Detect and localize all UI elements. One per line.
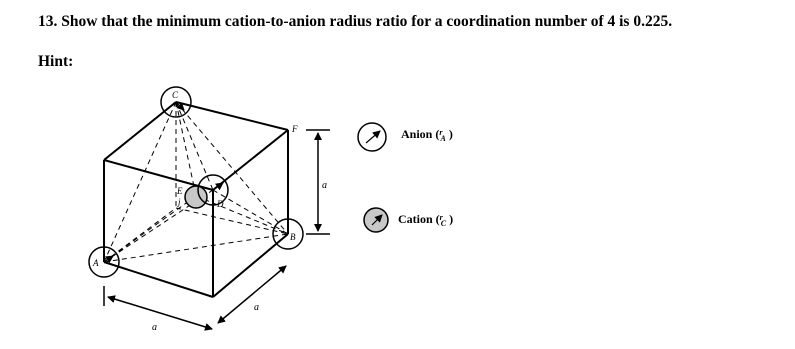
vertex-label-a: A	[93, 258, 99, 268]
vertex-label-f: F	[292, 124, 298, 134]
legend-cation-icon	[364, 208, 388, 232]
dashed-construction-lines	[104, 102, 288, 262]
question-text: 13. Show that the minimum cation-to-anion radius ratio for a coordination number of 4 is 0.225.	[38, 13, 673, 30]
dimension-bottom-right	[218, 266, 286, 323]
vertex-label-c: C	[172, 90, 179, 100]
legend-anion-icon	[358, 123, 386, 151]
small-j-label: j	[178, 197, 181, 207]
dimension-label-vertical: a	[322, 180, 327, 191]
vertex-label-d: D	[217, 199, 224, 209]
dimension-label-bottom-left: a	[152, 322, 157, 333]
vertex-label-e: E	[177, 186, 183, 196]
hint-label: Hint:	[38, 53, 74, 70]
anion-circle-b	[273, 219, 303, 249]
dimension-label-bottom-right: a	[254, 302, 259, 313]
legend-cation-label: Cation ($^r$ C )	[398, 212, 454, 228]
legend-anion-label: Anion ($^r$ A )	[401, 127, 453, 143]
vertex-label-b: B	[290, 232, 296, 242]
